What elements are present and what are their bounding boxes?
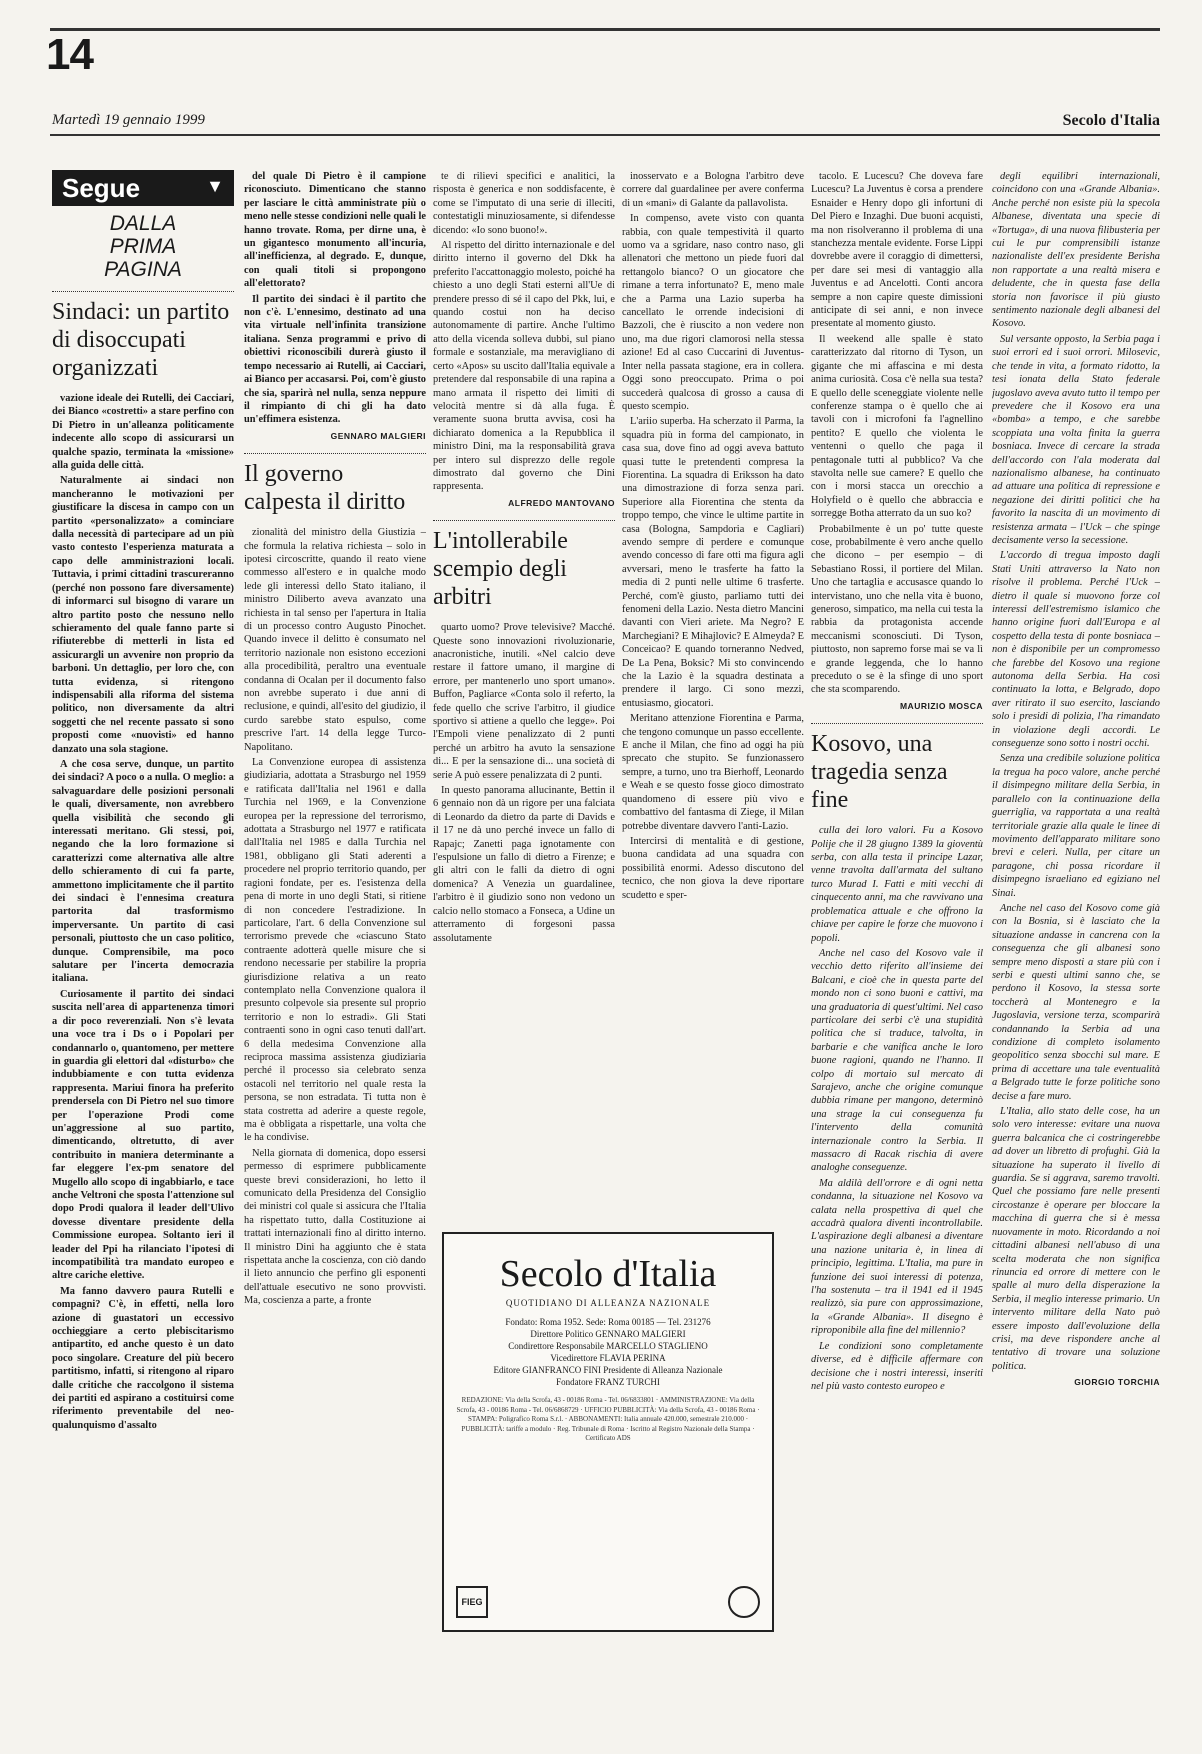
paragraph: In compenso, avete visto con quanta rabbia, con quale tempestività il quarto uomo va a sgridare, naso contro naso, gli allenatori che mettono un piede fuori dal rettangolo bianco? O un giocatore che rimane a terra infortunato? E, meno male che a Parma una Lazio superba ha cancellato le orrende indecisioni di Bazzoli, che è riuscito a non vedere non uno, ma due rigori clamorosi nella stessa azione! Ed al caso Cuccarini di Juventus-Inter nella passata stagione, era in collera. Oggi sono preoccupato. Prima o poi succederà qualcosa di grosso a causa di questo scempio. [622,213,804,412]
byline: ALFREDO MANTOVANO [508,497,615,508]
paragraph: Intercirsi di mentalità e di gestione, buona candidata ad una squadra con possibilità enormi. Adesso discutono del tecnico, che non giova la deve riportare scudetto e sper- [622,835,804,901]
fieg-logo-icon: FIEG [456,1586,488,1618]
masthead-subtitle: QUOTIDIANO DI ALLEANZA NAZIONALE [505,1298,711,1308]
masthead-line: Editore GIANFRANCO FINI Presidente di Alleanza Nazionale [493,1365,723,1375]
masthead-box [442,1232,774,1632]
paragraph: Curiosamente il partito dei sindaci suscita nell'area di appartenenza timori a dir poco reverenziali. Non s'è levata una voce tra i Ds o i Popolari per condannarlo o, quantomeno, per mettere in guardia gli elettori dal «disturbo» che indubbiamente e con tutta evidenza rappresenta. Mariui finora ha preferito prendersela con Di Pietro nel suo timore per l'operazione Prodi come un'aggressione al suo partito, dimenticando, oltretutto, di aver contribuito in maniera determinante a far eleggere l'ex-pm senatore del Mugello allo scopo di ingabbiarlo, e tace anche Veltroni che sposta l'attenzione sul dopo Prodi qualora il leader dell'Ulivo dovesse diventare presidente della Commissione europea. Soltanto ieri il leader del Ppi ha rilanciato l'ipotesi di incompatibilità tra mandato europeo e altre cariche elettive. [52,988,234,1282]
column-2 [244,170,426,1730]
byline: GENNARO MALGIERI [330,430,426,441]
masthead-line: Condirettore Responsabile MARCELLO STAGLIENO [508,1341,708,1351]
paragraph: del quale Di Pietro è il campione riconosciuto. Dimenticano che stanno per lasciare le città amministrate più o meno nelle stesse condizioni nelle quali le hanno trovate. Roma, per dirne una, è un gigantesco monumento all'incuria, all'inefficienza, al degrado. E, dunque, con quali titoli si propongono all'elettorato? [244,171,426,290]
arrow-down-icon: ▼ [206,176,224,196]
paragraph: L'Italia, allo stato delle cose, ha un solo vero interesse: evitare una nuova guerra balcanica che ci costringerebbe ad dover un libretto di profughi. Già la situazione ha superato il livello di guardia. Se si aggrava, saremo travolti. Quel che possiamo fare nelle presenti circostanze è operare per bloccare la macchina di guerra che si è messa nuovamente in moto. Ricordando a noi cittadini albanesi nell'abuso di una scelta moderata che non significa rinuncia ed orrore di mettere con le spalle al muro della disperazione la Serbia, il meglio interesse primario. Un intervento militare della Nato può essere imposto dall'evoluzione della crisi, ma deve rispondere anche al tentativo di trovare una soluzione politica. [992,1106,1160,1372]
headline-sindaci: Sindaci: un partito di disoccupati organizzati [52,291,234,382]
paragraph: culla dei loro valori. Fu a Kosovo Polije che il 28 giugno 1389 la gioventù serba, con alla testa il principe Lazar, venne travolta dall'armata del sultano turco Murad I. Fatti e miti vecchi di cinquecento anni, ma che ravvivano una problematica attuale e che offrono la chiave per capire le forze che muovono i popoli. [811,825,983,944]
header-rule [50,134,1160,136]
byline: MAURIZIO MOSCA [899,700,983,711]
paragraph: tacolo. E Lucescu? Che doveva fare Lucescu? La Juventus è corsa a prendere Esnaider e Henry dopo gli infortuni di Del Piero e Inzaghi. Due buoni acquisti, ma non risolveranno il problema di una stanchezza mentale evidente. Forse Lippi dovrebbe avere il coraggio di dimettersi, per dare sei mesi di vantaggio alla Juventus e ad Ancelotti. Conti ancora sempre a non capire queste dimissioni anticipate di sei anni, e non invece presentate al momento giusto. [811,171,983,330]
paragraph: L'accordo di tregua imposto dagli Stati Uniti attraverso la Nato non risolve il problema. Perché l'Uck – dietro il quale si muovono forze col interessi dell'estremismo islamico che hanno origine fuori dall'Europa e al cospetto della testa di ponte bosniaca – non è disponibile per un compromesso che farebbe del Kosovo una regione autonoma della Serbia. Ha così continuato la lotta, e Belgrado, dopo aver ritirato il suo esercito, lasciando solo i presidi di polizia, l'ha rimandato in violazione degli accordi. Le conseguenze sono sotto i nostri occhi. [992,550,1160,750]
issue-date: Martedì 19 gennaio 1999 [52,112,205,128]
dalla-label: DALLA [109,212,177,235]
article-body [52,392,234,1432]
paragraph: Ma aldilà dell'orrore e di ogni netta condanna, la situazione nel Kosovo va calata nella prospettiva di quel che accadrà qualora diventi incontrollabile. L'aspirazione degli albanesi a diventare una nazione unitaria è, in linea di principio, legittima. L'Italia, ma pure in funzione dei suoi interessi di potenza, l'ha sostenuta – tra il 1941 ed il 1945 realizzò, sia pure con approssimazione, la «Grande Albania». Il disegno è riproponibile alla fine del millennio? [811,1177,983,1337]
article-body [811,170,983,697]
paragraph: degli equilibri internazionali, coincidono con una «Grande Albania». Anche perché non esiste più la specola Albanese, diventata una specie di «Tortuga», di una nuova filibusteria per cui le pur comprensibili istanze nazionaliste dell'ex presidente Berisha non rapportate a una realtà misera e deludente, che in questa fase della storia non favorisce il più giusto sentimento nazionale degli albanesi del Kosovo. [992,171,1160,330]
headline-arbitri: L'intollerabile scempio degli arbitri [433,520,615,611]
column-4 [622,170,804,1220]
article-body [811,824,983,1393]
paragraph: Meritano attenzione Fiorentina e Parma, che tengono comunque un passo eccellente. E anche il Milan, che fino ad oggi ha più sprecato che stupito. Se funzionassero sempre, a turno, uno tra Bierhoff, Leonardo e Weah e se questo fosse gioco dimostrato quandomeno di essere più vivo e combattivo del fantasma di Ziege, il Milan potrebbe diventare davvero l'anti-Lazio. [622,713,804,832]
masthead-line: Direttore Politico GENNARO MALGIERI [530,1329,686,1339]
article-body [622,170,804,902]
paragraph: Anche nel caso del Kosovo come già con la Bosnia, si è lasciato che la situazione andasse in cancrena con la conseguenza che gli albanesi sono sempre meno disposti a stare più con i serbi e questi ultimi sanno che, se perdono il Kosovo, la stessa sorte toccherà al Montenegro e la Jugoslavia, versione terza, scomparirà condannando la Serbia ad una condizione di completo isolamento geopolitico senza sbocchi sul mare. E prima di accettare una tale eventualità a Belgrado tutte le forze politiche sono decise a fare muro. [992,902,1160,1102]
headline-governo: Il governo calpesta il diritto [244,453,426,516]
paragraph: Le condizioni sono completamente diverse, ed è difficile affermare con decisione che i nostri interessi, inseriti nel più vasto contesto europeo e [811,1340,983,1392]
masthead-line: Fondatore FRANZ TURCHI [556,1377,660,1387]
paragraph: te di rilievi specifici e analitici, la risposta è generica e non soddisfacente, è come se l'imputato di una serie di illeciti, contestatigli minuziosamente, si difendesse dicendo: «Io sono buono!». [433,171,615,236]
paragraph: In questo panorama allucinante, Bettin il 6 gennaio non dà un rigore per una falciata di Leonardo da dietro da parte di Davids e il 17 ne dà uno perché invece un fallo di Rapajc; Zanetti paga ignotamente con l'espulsione un fallo di dietro a Firenze; e gli altri con le falli da dietro di ogni domenica? A Venezia un guardalinee, l'arbitro è il giudizio sono non vedono un calcio nello stomaco a Fonseca, a Udine un atterramento di forgesoni passa assolutamente [433,785,615,944]
prima-label: PRIMA [109,235,177,258]
paragraph: Senza una credibile soluzione politica la tregua ha poco valore, anche perché il disimpegno militare della Serbia, in parallelo con la continuazione della guerriglia, va rapportata a una realtà territoriale grazie alla quale le linee di movimento dell'apparato militare sono brevi e celeri. Nulla, per citare un paragone, chi possa ricordare il disimpegno israeliano ed egiziano nel Sinai. [992,753,1160,899]
article-body [433,170,615,494]
paragraph: Nella giornata di domenica, dopo essersi permesso di esprimere pubblicamente queste brevi considerazioni, ho letto il comunicato della Presidenza del Consiglio dei ministri col quale si assicura che l'Italia ha rispettato tutto, dalla Costituzione ai trattati internazionali fino al diritto interno. Il ministro Dini ha aggiunto che è stata rispettata anche la coscienza, con ciò dando il lieto annuncio che perfino gli esponenti dell'attuale esecutivo ne sono provvisti. Ma, coscienza a parte, a fronte [244,1147,426,1307]
page-number: 14 [46,30,93,79]
article-body [992,170,1160,1373]
article-body [433,621,615,945]
paragraph: Ma fanno davvero paura Rutelli e compagni? C'è, in effetti, nella loro azione di guastatori un eccessivo occhieggiare a certo plebiscitarismo antipartito, ed anche questo è un dato poco singolare. Creature del più becero partitismo, infatti, si ritengono al riparo dalle critiche che raccolgono il sistema dei partiti ed aspirano a costituirsi come riferimento preventabile del neo-qualunquismo d'assalto [52,1285,234,1431]
dalla-prima-label [52,212,234,281]
column-5 [811,170,983,1730]
paragraph: Naturalmente ai sindaci non mancheranno le motivazioni per giustificare la discesa in campo con un partito «personalizzato» a cominciare dalla necessità di partecipare ad un più vasto contesto l'esperienza maturata a capo delle amministrazioni locali. Tuttavia, i primi cittadini trascureranno (perché non possono fare diversamente) di informarci sul bisogno di varare un altro partito posto che nessuno nello schieramento del quale fanno parte si rifiuterebbe di metterli in lista ed assicurargli un avvenire non proprio da barboni. Un dettaglio, per loro che, con tutta evidenza, si ritengono indispensabili alla riforma del sistema politico, non diversamente da altri soggetti che nel recente passato si sono proposti come «nuovisti» ed hanno danzato una sola stagione. [52,475,234,755]
column-1 [52,170,234,1730]
paragraph: La Convenzione europea di assistenza giudiziaria, adottata a Strasburgo nel 1959 e ratificata dall'Italia nel 1961 e dalla Turchia nel 1969, e la Convenzione europea per la repressione del terrorismo, adottata a Strasburgo nel 1977 e ratificata dall'Italia nel 1985 e dalla Turchia nel 1981, obbligano gli Stati aderenti a procedere nel proprio territorio quando, per ragioni fondate, per es. l'esistenza della pena di morte in uno degli Stati, si ritiene di non concedere l'estradizione. In particolare, l'art. 6 della Convenzione sul terrorismo prevede che «ciascuno Stato contraente adotterà quelle misure che si rendono necessarie per stabilire la propria giurisdizione relativa a un reato contemplato nella Convenzione qualora il presunto colpevole sia presente sul proprio territorio e non lo estradi». Gli Stati contraenti sono in ogni caso tenuti dall'art. 6 della medesima Convenzione alla reciproca massima assistenza giudiziaria perché il processo sia celebrato senza ostacoli nel territorio nel quale resta la persona, se non estradata. Ti tutta non è stata costretta ad aderire a queste regole, ma è obbligata a rispettarle, una volta che le ha condivise. [244,757,426,1144]
paragraph: A che cosa serve, dunque, un partito dei sindaci? A poco o a nulla. O meglio: a salvaguardare delle posizioni personali le quali, diversamente, non avrebbero quella visibilità che secondo gli interessati meritano. Gli stessi, poi, negando che la loro formazione si caratterizzi come alternativa alle altre dello schieramento di cui fa parte, ammettono implicitamente che il partito dei sindaci è l'ennesima creatura partorita dal trasformismo imperversante. Un partito di casi personali, piuttosto che un caso politico, dunque. Comprensibile, ma poco salutare per l'incerta democrazia italiana. [52,758,234,985]
column-3 [433,170,615,1220]
segue-label: Segue [62,173,141,203]
article-body [244,526,426,1308]
masthead-fine-print: REDAZIONE: Via della Scrofa, 43 - 00186 Roma - Tel. 06/6833801 · AMMINISTRAZIONE: Via della Scrofa, 43 - 00186 Roma - Tel. 06/6868729 · UFFICIO PUBBLICITÀ: Via della Scrofa, 43 - 00186 Roma · STAMPA: Poligrafico Roma S.r.l. · ABBONAMENTI: Italia annuale 420.000, semestrale 210.000 · PUBBLICITÀ: tariffe a modulo · Reg. Tribunale di Roma · Iscritto al Registro Nazionale della Stampa · Certificato ADS [456,1396,760,1442]
paragraph: L'ariio superba. Ha scherzato il Parma, la squadra più in forma del campionato, in casa sua, dove fino ad oggi aveva battuto quasi tutte le pretendenti compresa la Fiorentina. La squadra di Eriksson ha dato una dimostrazione di forza senza pari. Superiore alla Fiorentina che stenta da troppo tempo, che vince le ultime partite in casa (Bologna, Sampdoria e Cagliari) avendo sempre di perdere e comunque avendo concesso di fare otti ma figura agli avversari, meno le trasferte ha fatto la media di 2 punti nelle ultime 6 trasferte. Perché, com'è giusto, parliamo tutti dei fenomeni della Lazio. Nesta dietro Mancini davanti con Vieri ariete. Ma Negro? E Marchegiani? E Mihajlovic? E Almeyda? E Conceicao? E quando torneranno Nedved, De La Pena, Boksic? Mi sto convincendo che la Lazio è la squadra destinata a prendere il largo. Ci sono mezzi, entusiasmo, giocatori. [622,416,804,709]
paragraph: Al rispetto del diritto internazionale e del diritto interno il governo del Dkk ha preferito l'accattonaggio molesto, poiché ha chiesto a uno degli Stati esterni all'Ue di prendere presso di sé il capo del Pkk, lui, e quando costui non ha deciso autonomamente di partire. Anche l'ultimo atto della vicenda solleva dubbi, sul piano formale e sostanziale, ma meravigliano di certo «Apos» su uscito dall'Italia equivale a pretendere dal responsabile di una rapina a mano armata il rispetto dei limiti di velocità mentre si dà alla fuga. È veramente suona brutta avvisa, così ha dichiarato domenica a la Repubblica il ministro Dini, ma la responsabilità grava per intero sul disprezzo delle regole dimostrato dal governo che Dini rappresenta. [433,240,615,493]
seal-icon [728,1586,760,1618]
paragraph: Il partito dei sindaci è il partito che non c'è. L'ennesimo, destinato ad una vita virtuale nell'infinita transizione italiana. Senza programmi e privo di obiettivi riconoscibili durerà giusto il tempo necessario ai Rutelli, ai Cacciari, ai Bianco per accasarsi. Poi, com'è giusto che sia, sparirà nel nulla, senza neppure il rimpianto di chi gli ha dato un'effimera esistenza. [244,293,426,426]
paragraph: Il weekend alle spalle è stato caratterizzato dal ritorno di Tyson, un gigante che mi affascina e mi desta anima curiosità. Cosa c'è nella sua testa? E quello delle sceneggiate violente nelle conferenze stampa o è quello che ai tavoli con i microfoni fa l'agnellino pentito? E quello che violenta le ventenni o quello che paga il pentagonale tutti al pubblico? Va che stavolta nelle sue camere? E quello che con i morsi stacca un orecchio a Holyfield o è quello che abbraccia e sorregge Botha atterrato da un suo ko? [811,333,983,520]
paragraph: quarto uomo? Prove televisive? Macché. Queste sono innovazioni rivoluzionarie, anacronistiche, inutili. «Nel calcio deve restare il fattore umano, il margine di errore, per mantenerlo uno sport umano». Buffon, Pagliarce «Conta solo il referto, la fede quello che scrive l'arbitro, il giudice sportivo si attiene a quello che legge». Poi l'Empoli viene penalizzato di 2 punti perché un arbitro ha avuto la sensazione di... E per la sensazione di... una società di serie A può essere penalizzata di 2 punti. [433,622,615,781]
top-rule [50,28,1160,31]
paragraph: vazione ideale dei Rutelli, dei Cacciari, dei Bianco «costretti» a stare perfino con Di Pietro in un'alleanza politicamente indecente allo scopo di assicurarsi un qualche spazio, terminata la «missione» alla guida delle città. [52,393,234,472]
byline: GIORGIO TORCHIA [1074,1377,1160,1388]
masthead-title: Secolo d'Italia [499,1253,717,1295]
masthead-line: Vicedirettore FLAVIA PERINA [550,1353,666,1363]
article-body [244,170,426,427]
paragraph: Anche nel caso del Kosovo vale il vecchio detto riferito all'insieme dei Balcani, e cioè che in questa parte del mondo non ci sono buoni e cattivi, ma una graduatoria di quest'ultimi. Nel caso particolare dei serbi c'è una stupidità politica che si traduce, talvolta, in barbarie e che vanifica anche le loro buone ragioni, quando ne l'hanno. Il colpo di mortaio sul mercato di Sarajevo, anche che origine comunque dubbia rimane per mangono, determinò una strage la cui conseguenza fu l'intervento della comunità internazionale contro la Serbia. Il massacro di Racak rischia di avere analoghe conseguenze. [811,947,983,1174]
masthead-line: Fondato: Roma 1952. Sede: Roma 00185 — Tel. 231276 [505,1317,711,1327]
paragraph: Probabilmente è un po' tutte queste cose, probabilmente è vero anche quello che dicono – per esempio – di Sebastiano Rossi, il portiere del Milan. Uno che tartaglia e accusasce quando lo intervistano, uno che nella vita è buono, generoso, simpatico, ma nella cui testa la rabbia da protagonista accende meccanismi sconosciuti. Di Tyson, piuttosto, non sapremo forse mai se va lì e grande leggenda, che lo hanno preceduto o se è la sfinge di uno sport che sta scomparendo. [811,523,983,696]
paragraph: zionalità del ministro della Giustizia – che formula la relativa richiesta – solo in ipotesi circoscritte, quando il reato viene commesso all'estero e in qualche modo lede gli interessi dello Stato italiano, il ministro Diliberto aveva avanzato una richiesta in tal senso per l'apertura in Italia di un processo contro Augusto Pinochet. Quando invece il delitto è consumato nel territorio nazionale non esistono eccezioni alla procedibilità, peraltro una eventuale condanna di Ocalan per il documento falso non avrebbe superato i due anni di reclusione, e quindi, all'esito del giudizio, il curdo sarebbe stato espulso, come prescrive l'art. 14 della legge Turco-Napolitano. [244,527,426,753]
paragraph: inosservato e a Bologna l'arbitro deve correre dal guardalinee per avere conferma di un «mani» di Galante da pallavolista. [622,171,804,209]
column-6 [992,170,1160,1730]
paragraph: Sul versante opposto, la Serbia paga i suoi errori ed i suoi orrori. Milosevic, che tende in vita, a formato ridotto, la tesi ionata della Stato federale jugoslavo aveva avuto tutto il tempo per prevedere che il Kosovo era una «bomba» a tempo, e che sarebbe scoppiata una volta finita la guerra bosniaca. Invece di cercare la strada dell'accordo con l'ala moderata dal nazionalismo albanese, ha continuato ad attuare una politica di repressione e negazione dei diritti politici che ha favorito la nascita di un movimento di resistenza armata – l'Uck – che spinge decisamente verso la secessione. [992,333,1160,546]
segue-box [52,170,234,206]
headline-kosovo: Kosovo, una tragedia senza fine [811,723,983,814]
pagina-label: PAGINA [104,258,182,281]
paper-name: Secolo d'Italia [1062,112,1160,129]
